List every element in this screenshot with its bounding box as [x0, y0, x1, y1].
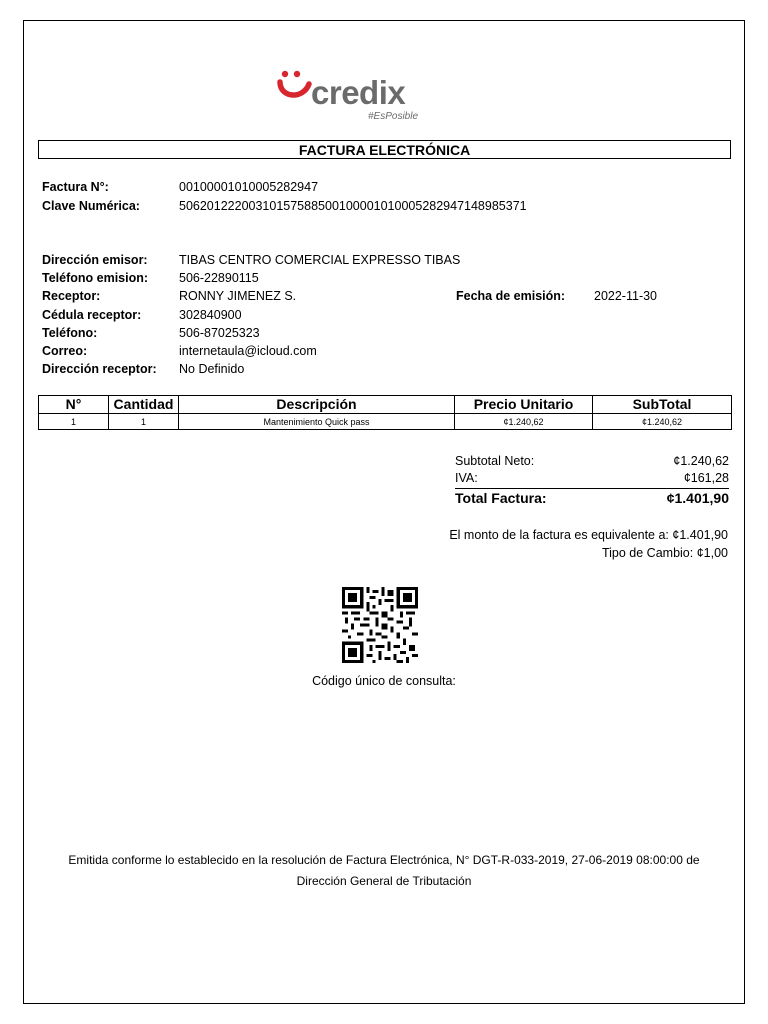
direccion-receptor-value: No Definido	[179, 362, 245, 376]
direccion-emisor-label: Dirección emisor:	[42, 253, 148, 267]
qr-code-icon	[342, 587, 418, 663]
telefono-receptor-value: 506-87025323	[179, 326, 260, 340]
cell-descripcion: Mantenimiento Quick pass	[179, 414, 455, 430]
items-header-row	[39, 396, 732, 414]
table-row	[39, 414, 732, 430]
subtotal-row	[455, 453, 729, 470]
footer-issuer-line: Dirección General de Tributación	[296, 874, 472, 888]
telefono-emision-label: Teléfono emision:	[42, 271, 149, 285]
clave-numerica-value: 50620122200310157588500100001010005282947148985371	[179, 199, 527, 213]
logo-tagline: #EsPosible	[368, 111, 419, 122]
cell-numero: 1	[39, 414, 109, 430]
iva-label: IVA:	[455, 471, 478, 485]
subtotal-value: ¢1.240,62	[673, 454, 729, 468]
clave-numerica-label: Clave Numérica:	[42, 199, 140, 213]
header-precio-unitario: Precio Unitario	[455, 396, 593, 414]
total-value: ¢1.401,90	[666, 490, 729, 506]
header-cantidad: Cantidad	[109, 396, 179, 414]
cell-subtotal: ¢1.240,62	[593, 414, 732, 430]
cell-cantidad: 1	[109, 414, 179, 430]
telefono-receptor-label: Teléfono:	[42, 326, 98, 340]
receptor-label: Receptor:	[42, 289, 101, 303]
equivalente-text: El monto de la factura es equivalente a: ¢1.401,90	[449, 528, 728, 542]
totals-block	[455, 453, 729, 508]
iva-row	[455, 470, 729, 487]
smile-logo-icon	[277, 70, 313, 106]
iva-value: ¢161,28	[683, 471, 729, 485]
codigo-consulta-label: Código único de consulta:	[312, 674, 456, 688]
document-title: FACTURA ELECTRÓNICA	[38, 140, 731, 159]
direccion-receptor-label: Dirección receptor:	[42, 362, 157, 376]
correo-label: Correo:	[42, 344, 88, 358]
total-label: Total Factura:	[455, 490, 547, 506]
telefono-emision-value: 506-22890115	[179, 271, 259, 285]
credix-logo	[277, 68, 427, 126]
subtotal-label: Subtotal Neto:	[455, 454, 535, 468]
header-descripcion: Descripción	[179, 396, 455, 414]
fecha-emision-value: 2022-11-30	[594, 289, 658, 303]
tipo-cambio-text: Tipo de Cambio: ¢1,00	[601, 546, 728, 560]
cedula-receptor-value: 302840900	[179, 308, 242, 322]
correo-value: internetaula@icloud.com	[179, 344, 317, 358]
header-subtotal: SubTotal	[593, 396, 732, 414]
cedula-receptor-label: Cédula receptor:	[42, 308, 142, 322]
cell-precio-unitario: ¢1.240,62	[455, 414, 593, 430]
total-row	[455, 488, 729, 508]
logo-wordmark: credix	[311, 74, 406, 111]
invoice-number-value: 00100001010005282947	[179, 180, 319, 194]
fecha-emision-label: Fecha de emisión:	[456, 289, 566, 303]
items-table	[38, 395, 732, 430]
receptor-value: RONNY JIMENEZ S.	[179, 289, 297, 303]
header-numero: N°	[39, 396, 109, 414]
footer-resolution-line: Emitida conforme lo establecido en la resolución de Factura Electrónica, N° DGT-R-033-2019, 27-06-2019 08:00:00 de	[68, 853, 700, 867]
invoice-number-label: Factura N°:	[42, 180, 109, 194]
direccion-emisor-value: TIBAS CENTRO COMERCIAL EXPRESSO TIBAS	[179, 253, 461, 267]
